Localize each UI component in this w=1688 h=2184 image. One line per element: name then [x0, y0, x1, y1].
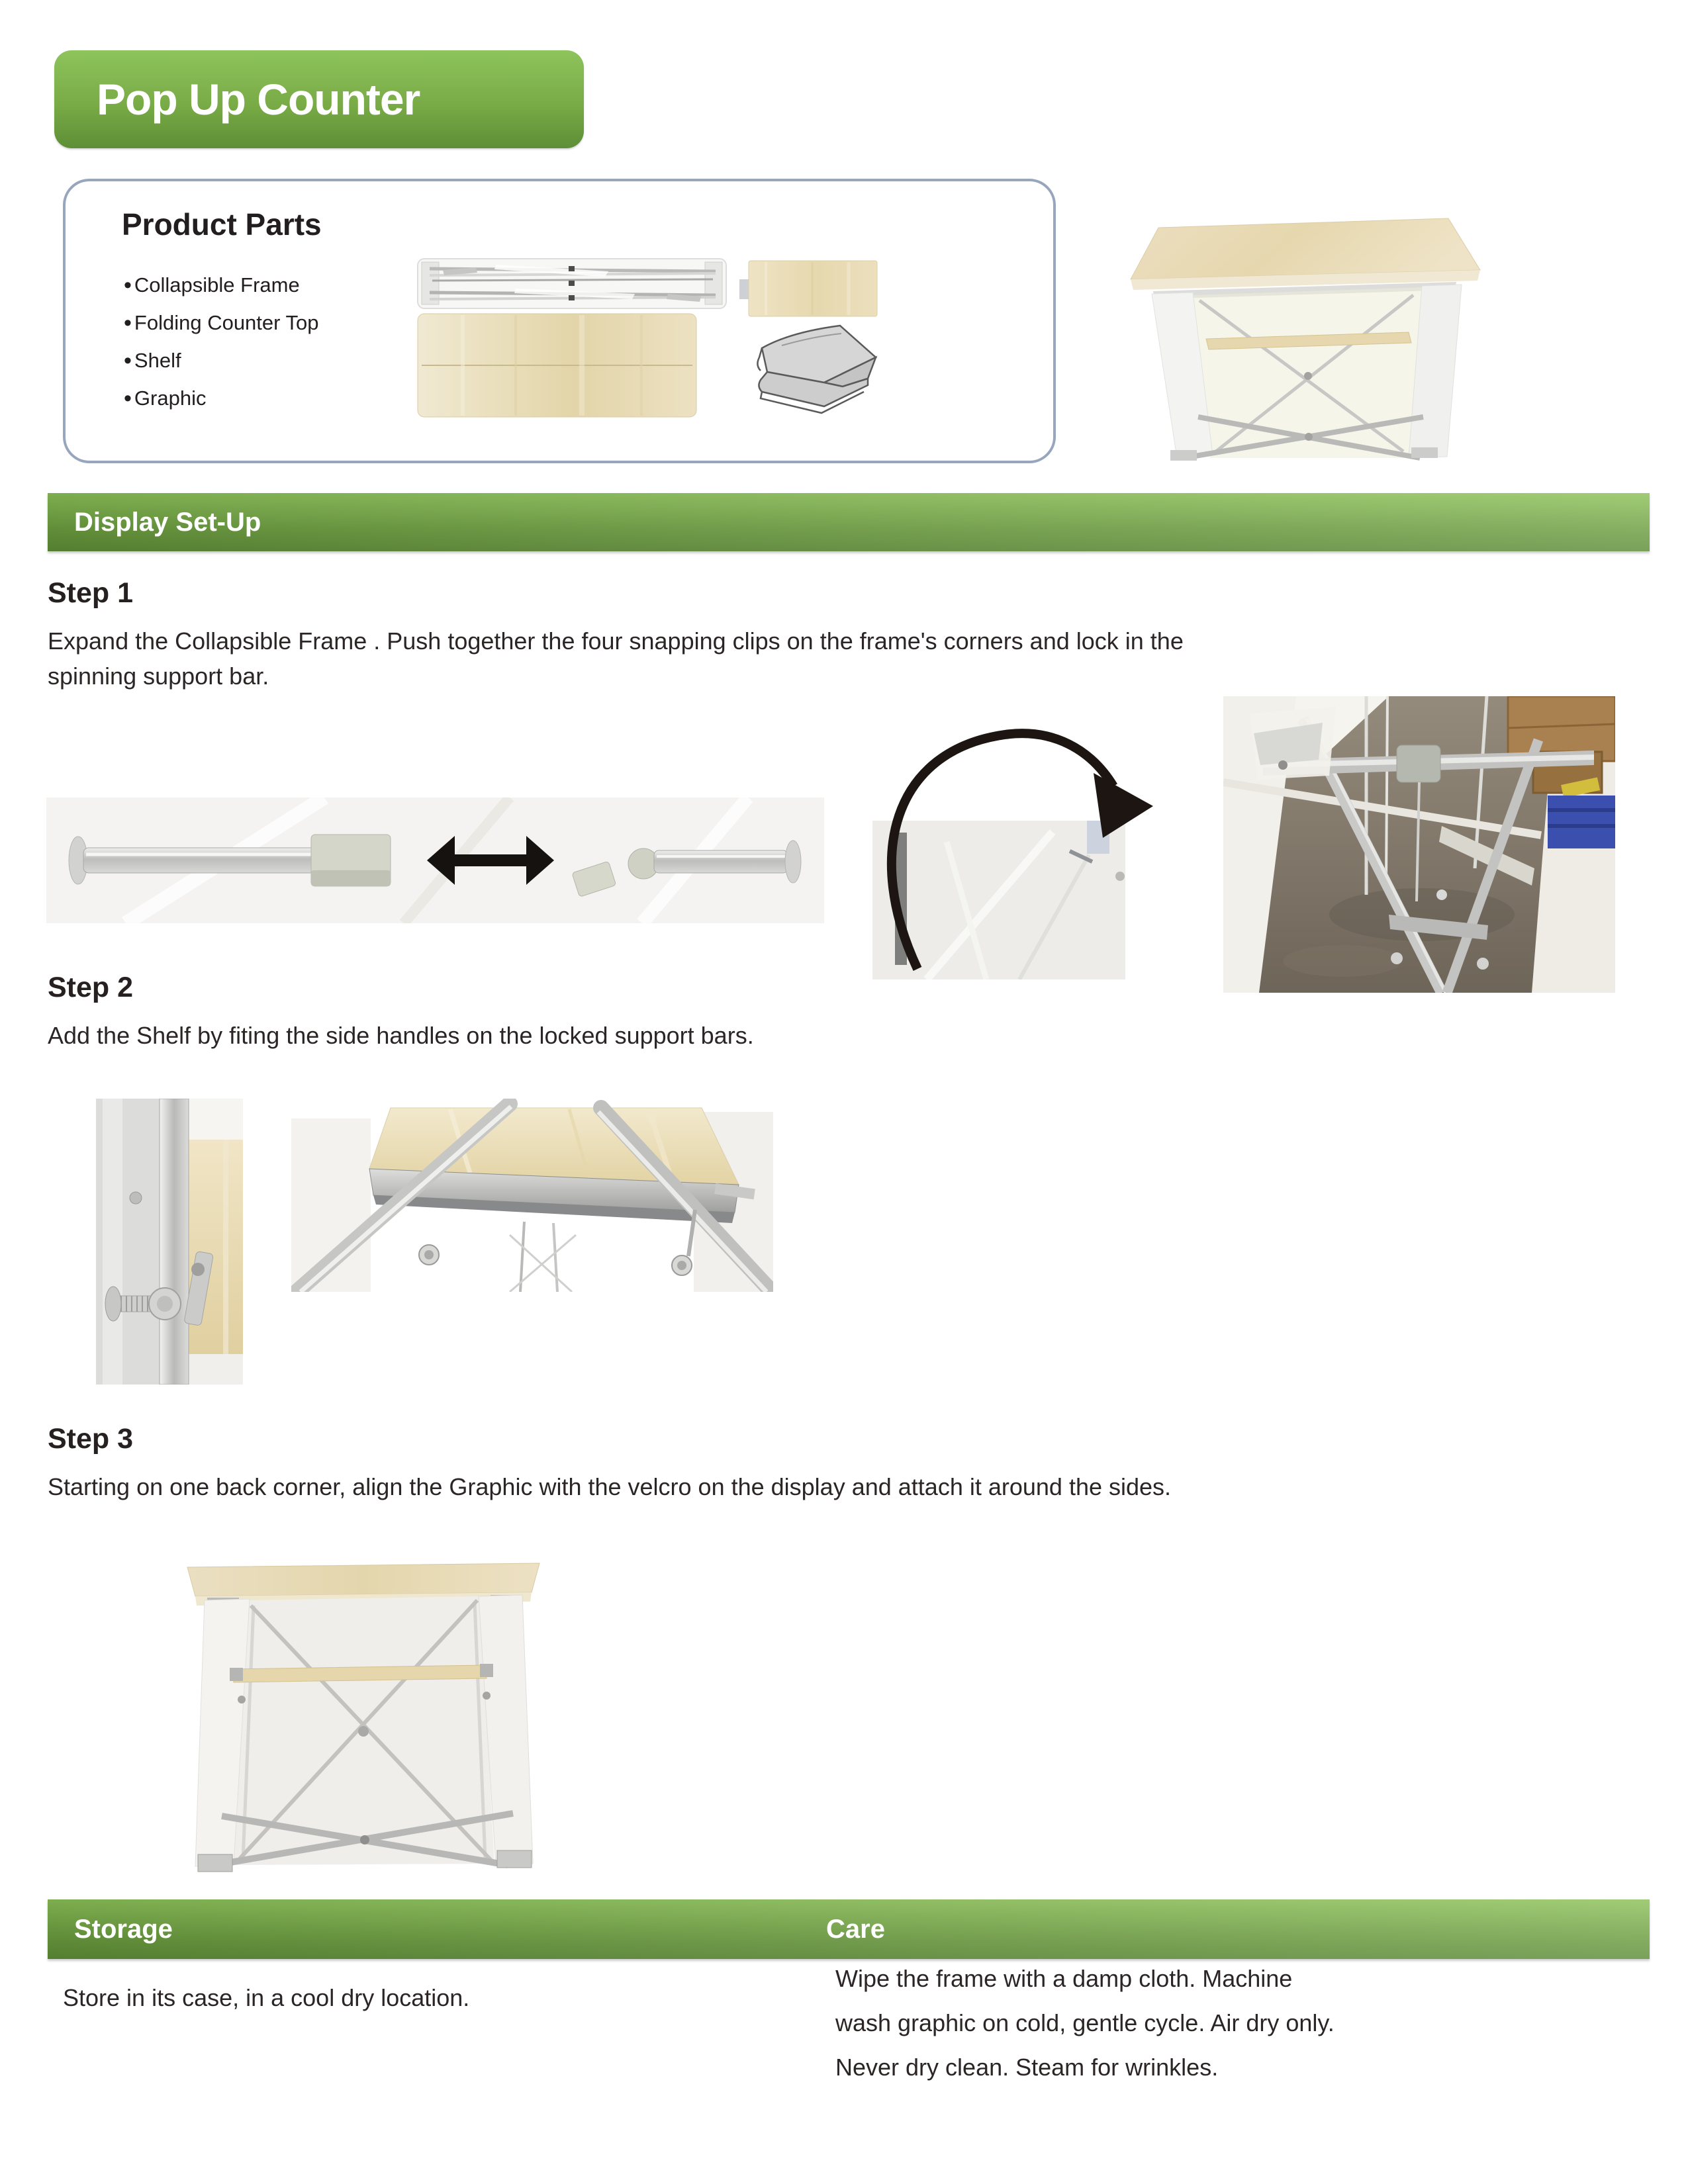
display-setup-title: Display Set-Up	[74, 507, 261, 537]
step1-support-bar-image	[46, 797, 824, 923]
care-line1: Wipe the frame with a damp cloth. Machine	[835, 1965, 1293, 1992]
storage-title: Storage	[74, 1914, 173, 1944]
step2-closeup-image	[96, 1099, 243, 1385]
page-title-banner	[54, 50, 584, 148]
step3-line1: Starting on one back corner, align the Graphic with the velcro on the display and attach it around the sides.	[48, 1473, 1172, 1500]
list-item: • Folding Counter Top	[124, 304, 319, 341]
product-parts-box	[63, 179, 1056, 463]
step1-heading: Step 1	[48, 577, 134, 609]
product-parts-list	[124, 266, 319, 417]
step1-rotate-arrow-image	[854, 709, 1192, 979]
step1-text	[48, 623, 1411, 694]
list-item: • Graphic	[124, 379, 319, 417]
shelf-part-image	[739, 259, 878, 319]
care-title: Care	[826, 1914, 885, 1944]
care-text	[835, 1956, 1431, 2089]
storage-text: Store in its case, in a cool dry location.	[63, 1984, 470, 2011]
list-item: • Collapsible Frame	[124, 266, 319, 304]
step2-shelf-underside-image	[291, 1099, 773, 1292]
product-parts-title: Product Parts	[122, 207, 322, 242]
step2-heading: Step 2	[48, 972, 134, 1003]
care-line2: wash graphic on cold, gentle cycle. Air dry only.	[835, 2009, 1335, 2036]
list-item: • Shelf	[124, 341, 319, 379]
step1-line2: spinning support bar.	[48, 662, 269, 690]
step1-line1: Expand the Collapsible Frame . Push together the four snapping clips on the frame's corners and lock in the	[48, 627, 1184, 655]
step2-text	[48, 1018, 1438, 1053]
storage-care-banner	[48, 1899, 1650, 1959]
graphic-part-image	[742, 319, 884, 418]
display-setup-banner	[48, 493, 1650, 551]
step1-frame-photo	[1223, 696, 1615, 993]
collapsed-frame-image	[416, 255, 727, 312]
care-line3: Never dry clean. Steam for wrinkles.	[835, 2054, 1219, 2081]
step3-front-view-image	[169, 1529, 559, 1886]
step3-heading: Step 3	[48, 1423, 134, 1455]
assembled-counter-image	[1112, 199, 1496, 463]
step3-text	[48, 1469, 1570, 1504]
page-title: Pop Up Counter	[97, 75, 420, 124]
step2-line1: Add the Shelf by fiting the side handles on the locked support bars.	[48, 1022, 754, 1049]
counter-top-part-image	[416, 312, 698, 418]
